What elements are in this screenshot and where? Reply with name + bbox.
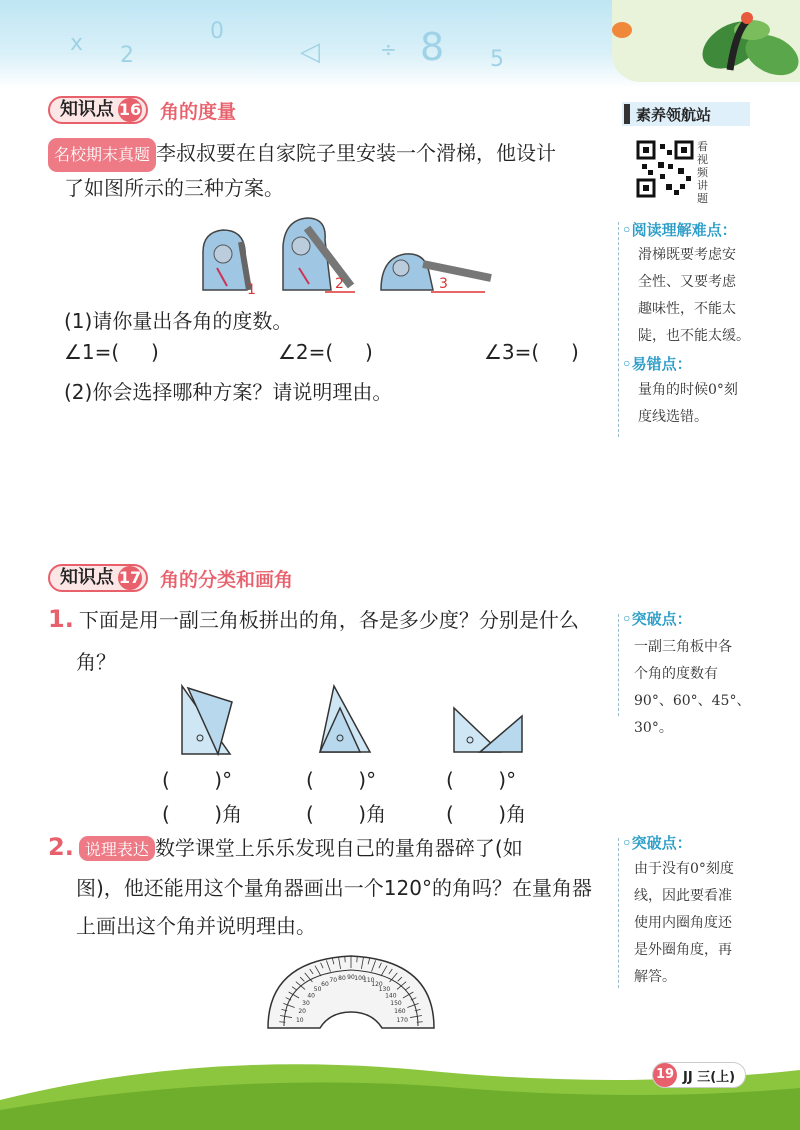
- q1-line1: 下面是用一副三角板拼出的角，各是多少度？分别是什么: [78, 608, 579, 632]
- section-17-title: 角的分类和画角: [160, 568, 294, 591]
- side-16-body1: 滑梯既要考虑安 全性、又要考虑 趣味性，不能太 陡，也不能太缓。: [638, 247, 750, 344]
- q1-kind-blank-1[interactable]: ( )角: [162, 802, 243, 826]
- q2-line2: 图)，他还能用这个量角器画出一个120°的角吗？在量角器: [76, 876, 592, 900]
- q2-line1: 数学课堂上乐乐发现自己的量角器碎了(如: [154, 836, 523, 860]
- protractor-tick: [345, 956, 346, 962]
- triangle-set-3-icon: [454, 708, 522, 752]
- svg-text:0: 0: [210, 19, 224, 44]
- section-17-heading: [48, 564, 293, 592]
- side-q2-title: ◦突破点：: [622, 834, 692, 852]
- protractor-label: 60: [321, 980, 329, 988]
- svg-text:5: 5: [490, 47, 504, 72]
- protractor-label: 150: [390, 1000, 402, 1007]
- protractor-label: 80: [338, 974, 346, 982]
- q1-kind-blank-2[interactable]: ( )角: [306, 802, 387, 826]
- edition-label: JJ 三(上): [683, 1069, 736, 1085]
- q1-deg-blank-1[interactable]: ( )°: [162, 768, 233, 792]
- triangle-rulers: [170, 682, 540, 758]
- protractor-label: 20: [298, 1008, 306, 1016]
- q1-number: 1.: [48, 605, 74, 633]
- protractor-tick: [279, 1022, 285, 1023]
- svg-text:8: 8: [420, 25, 445, 69]
- protractor-label: 70: [329, 977, 338, 985]
- page-footer: [652, 1062, 746, 1088]
- tag-reasoning: 说理表达: [79, 836, 155, 861]
- angle2-blank[interactable]: ∠2=( ): [278, 340, 373, 364]
- q2-line3: 上画出这个角并说明理由。: [76, 914, 316, 938]
- leaf-decor-icon: [612, 0, 800, 82]
- station-title: 素养领航站: [636, 105, 712, 124]
- angle1-blank[interactable]: ∠1=( ): [64, 340, 159, 364]
- section-16-number: 16: [118, 98, 142, 122]
- section-16-heading: [48, 96, 236, 124]
- side-q1-divider: [618, 614, 619, 716]
- section-16-title: 角的度量: [160, 100, 237, 123]
- q1-deg-blank-2[interactable]: ( )°: [306, 768, 377, 792]
- protractor-label: 140: [385, 992, 397, 1000]
- q2-number: 2.: [48, 833, 74, 861]
- protractor-label: 130: [378, 986, 391, 994]
- qr-code-icon: [636, 140, 694, 198]
- protractor-label: 110: [363, 977, 375, 985]
- angle-label-3: 3: [439, 276, 448, 292]
- protractor-label: 120: [371, 980, 383, 988]
- protractor-label: 50: [313, 986, 322, 994]
- section-17-label: 知识点: [60, 567, 114, 588]
- angle-label-1: 1: [247, 282, 256, 298]
- header-decor-panel: [612, 0, 800, 82]
- q1-line2: 角？: [76, 650, 116, 674]
- side-16-divider: [618, 222, 619, 437]
- protractor-label: 170: [396, 1016, 408, 1024]
- protractor-tick: [357, 956, 358, 962]
- side-16-body2: 量角的时候0°刻 度线选错。: [638, 382, 738, 425]
- angle3-blank[interactable]: ∠3=( ): [484, 340, 579, 364]
- question-1: [48, 604, 618, 636]
- problem-16-sub2: (2)你会选择哪种方案？请说明理由。: [64, 380, 393, 404]
- problem-16-sub1: (1)请你量出各角的度数。: [64, 309, 293, 333]
- svg-text:÷: ÷: [380, 37, 397, 61]
- slide-illustrations: [195, 212, 495, 298]
- qr-code[interactable]: [636, 140, 694, 202]
- svg-text:2: 2: [120, 43, 134, 68]
- protractor-label: 100: [354, 974, 366, 982]
- problem-16-line1: [48, 137, 608, 172]
- angle-label-2: 2: [335, 276, 344, 292]
- section-17-number: 17: [118, 566, 142, 590]
- svg-text:◁: ◁: [300, 37, 320, 67]
- question-2: [48, 832, 618, 864]
- q1-deg-blank-3[interactable]: ( )°: [446, 768, 517, 792]
- problem-16-line2: 了如图所示的三种方案。: [64, 176, 284, 200]
- side-q2-divider: [618, 838, 619, 988]
- station-heading: [622, 102, 750, 126]
- protractor-tick: [417, 1022, 423, 1023]
- triangle-set-2-icon: [320, 686, 370, 752]
- side-q1-title: ◦突破点：: [622, 610, 692, 628]
- section-16-label: 知识点: [60, 99, 114, 120]
- q1-kind-blank-3[interactable]: ( )角: [446, 802, 527, 826]
- slide-option-1-icon: [203, 230, 249, 290]
- side-q2-body: 由于没有0°刻度 线，因此要看准 使用内圈角度还 是外圈角度，再 解答。: [634, 861, 734, 985]
- slide-option-3-icon: [381, 254, 491, 290]
- tag-exam: 名校期末真题: [48, 138, 156, 172]
- protractor-label: 160: [394, 1008, 406, 1016]
- broken-protractor: [262, 950, 440, 1034]
- protractor-label: 30: [302, 1000, 310, 1007]
- protractor-label: 40: [307, 992, 315, 1000]
- svg-text:x: x: [70, 31, 84, 56]
- triangle-set-1-icon: [182, 686, 232, 754]
- problem-16-text1: 李叔叔要在自家院子里安装一个滑梯，他设计: [156, 141, 557, 165]
- page-number: 19: [653, 1063, 677, 1087]
- station-bar-icon: [624, 104, 630, 124]
- side-q1-body: 一副三角板中各 个角的度数有 90°、60°、45°、30°。: [634, 639, 751, 736]
- side-16-title1: ◦阅读理解难点：: [622, 221, 737, 239]
- qr-caption: 看视频讲题: [697, 140, 708, 205]
- protractor-label: 90: [347, 974, 355, 981]
- banner-math-symbols: [60, 10, 580, 80]
- protractor-label: 10: [295, 1016, 304, 1024]
- side-16-title2: ◦易错点：: [622, 355, 692, 373]
